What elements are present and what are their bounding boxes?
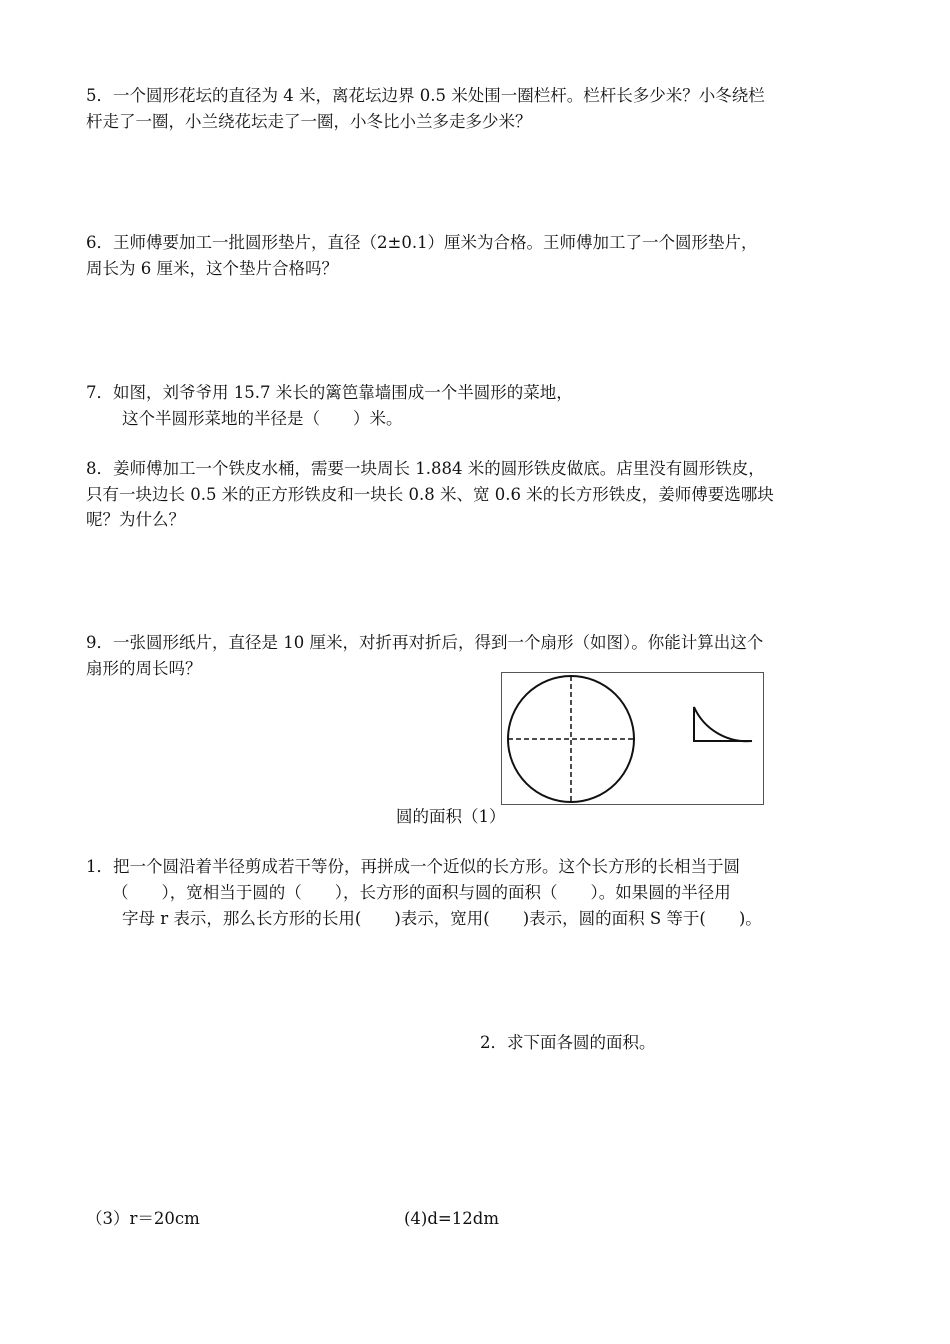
q7-line1: 7．如图，刘爷爷用 15.7 米长的篱笆靠墙围成一个半圆形的菜地，	[86, 383, 573, 402]
s1-line3: 字母 r 表示，那么长方形的长用( )表示，宽用( )表示，圆的面积 S 等于( )。	[122, 909, 762, 928]
q6-line2: 周长为 6 厘米，这个垫片合格吗？	[86, 259, 338, 278]
q7-line2: 这个半圆形菜地的半径是（ ）米。	[122, 409, 403, 428]
folded-circle-figure	[501, 672, 764, 805]
s2-line1: 2．求下面各圆的面积。	[480, 1033, 656, 1052]
q8-line1: 8．姜师傅加工一个铁皮水桶，需要一块周长 1.884 米的圆形铁皮做底。店里没有圆形铁皮，	[86, 459, 765, 478]
s2-item4: (4)d=12dm	[404, 1209, 499, 1228]
q9-line2: 扇形的周长吗？	[86, 659, 202, 678]
q5-line1: 5．一个圆形花坛的直径为 4 米，离花坛边界 0.5 米处围一圈栏杆。栏杆长多少米？小冬绕栏	[86, 86, 765, 105]
q8-line2: 只有一块边长 0.5 米的正方形铁皮和一块长 0.8 米、宽 0.6 米的长方形铁皮，姜师傅要选哪块	[86, 485, 774, 504]
s1-line1: 1．把一个圆沿着半径剪成若干等份，再拼成一个近似的长方形。这个长方形的长相当于圆	[86, 857, 740, 876]
section-title: 圆的面积（1）	[396, 807, 506, 826]
s2-item3: （3）r＝20cm	[86, 1209, 200, 1228]
q5-line2: 杆走了一圈，小兰绕花坛走了一圈，小冬比小兰多走多少米？	[86, 112, 532, 131]
figure-drawing	[502, 673, 765, 806]
quarter-sector	[694, 707, 752, 741]
q8-line3: 呢？为什么？	[86, 510, 185, 529]
s1-line2: （ ），宽相当于圆的（ ），长方形的面积与圆的面积（ ）。如果圆的半径用	[112, 883, 731, 902]
q6-line1: 6．王师傅要加工一批圆形垫片，直径（2±0.1）厘米为合格。王师傅加工了一个圆形垫片，	[86, 233, 758, 252]
q9-line1: 9．一张圆形纸片，直径是 10 厘米，对折再对折后，得到一个扇形（如图）。你能计算出这个	[86, 633, 764, 652]
